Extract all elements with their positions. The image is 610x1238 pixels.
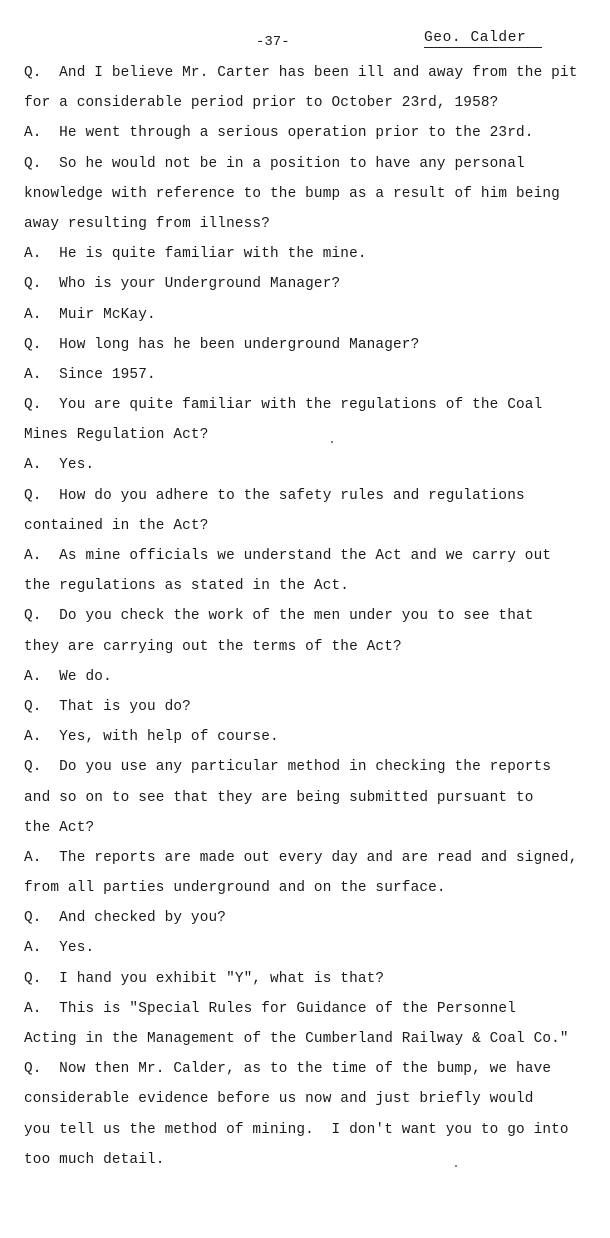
transcript-line: the regulations as stated in the Act. (24, 578, 350, 595)
transcript-line: A. Yes. (24, 940, 95, 957)
transcript-line: contained in the Act? (24, 517, 209, 534)
transcript-line: Q. I hand you exhibit "Y", what is that? (24, 970, 385, 987)
scan-speck (331, 441, 333, 443)
transcript-line: Q. Now then Mr. Calder, as to the time of the bump, we have (24, 1061, 552, 1078)
transcript-line: considerable evidence before us now and just briefly would (24, 1091, 534, 1108)
witness-name: Geo. Calder (424, 30, 542, 48)
transcript-line: A. The reports are made out every day and are read and signed, (24, 849, 578, 866)
transcript-line: knowledge with reference to the bump as a result of him being (24, 185, 560, 202)
transcript-line: A. We do. (24, 668, 112, 685)
transcript-line: Q. Do you use any particular method in checking the reports (24, 759, 552, 776)
transcript-line: Acting in the Management of the Cumberland Railway & Coal Co." (24, 1031, 569, 1047)
transcript-line: A. Yes, with help of course. (24, 729, 279, 746)
transcript-line: Q. How long has he been underground Manager? (24, 336, 420, 353)
transcript-line: Q. You are quite familiar with the regulations of the Coal (24, 397, 543, 414)
page-number: -37- (256, 34, 290, 50)
transcript-line: A. He went through a serious operation prior to the 23rd. (24, 125, 534, 142)
transcript-line: you tell us the method of mining. I don't want you to go into (24, 1121, 569, 1138)
transcript-line: away resulting from illness? (24, 215, 271, 232)
transcript-line: from all parties underground and on the surface. (24, 880, 446, 897)
page-header (0, 28, 610, 52)
transcript-line: too much detail. (24, 1151, 165, 1168)
transcript-line: A. He is quite familiar with the mine. (24, 246, 367, 263)
transcript-line: A. Yes. (24, 457, 95, 474)
transcript-line: they are carrying out the terms of the Act? (24, 638, 402, 655)
transcript-line: Q. How do you adhere to the safety rules and regulations (24, 487, 525, 504)
transcript-line: A. Muir McKay. (24, 306, 156, 323)
transcript-line: Q. And checked by you? (24, 910, 227, 927)
transcript-line: A. Since 1957. (24, 366, 156, 383)
transcript-line: Q. Do you check the work of the men under you to see that (24, 608, 534, 625)
transcript-line: the Act? (24, 819, 95, 836)
transcript-line: Mines Regulation Act? (24, 427, 209, 444)
transcript-line: A. As mine officials we understand the Act and we carry out (24, 548, 552, 564)
transcript-line: A. This is "Special Rules for Guidance of the Personnel (24, 1000, 517, 1017)
transcript-line: Q. Who is your Underground Manager? (24, 276, 341, 293)
transcript-body (24, 58, 604, 1175)
transcript-line: and so on to see that they are being submitted pursuant to (24, 789, 534, 806)
scan-speck (455, 1165, 457, 1167)
transcript-line: Q. That is you do? (24, 698, 191, 715)
transcript-line: Q. And I believe Mr. Carter has been ill and away from the pit (24, 65, 578, 81)
transcript-line: for a considerable period prior to October 23rd, 1958? (24, 95, 499, 112)
transcript-line: Q. So he would not be in a position to have any personal (24, 155, 525, 172)
